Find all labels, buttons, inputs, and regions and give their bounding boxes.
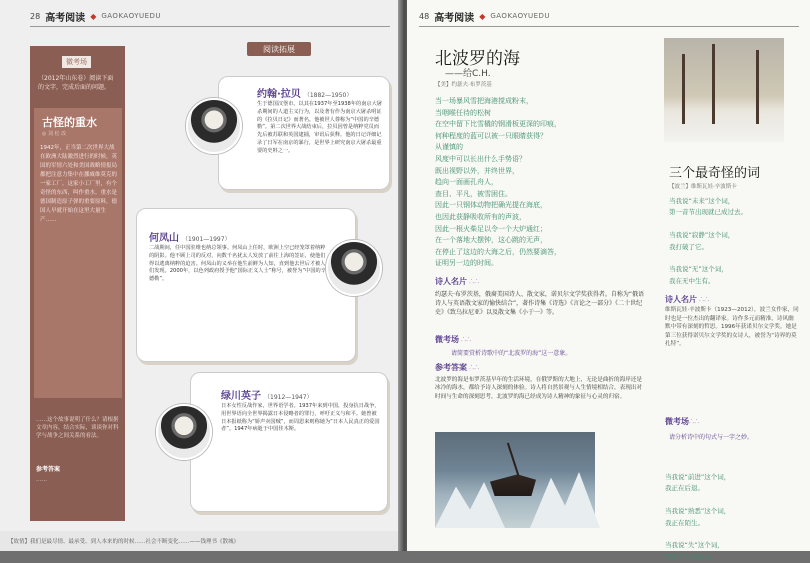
left-brand: 高考阅读 — [45, 12, 86, 24]
second-poet-bio: 维斯瓦娃·辛波斯卡（1923—2012），波兰女作家，同时也是一位杰出的翻译家。诗作多元而精准，诗风幽默中带有深刻的哲思。1996年获诺贝尔文学奖。她是第三位获得诺贝尔文学奖的女诗人，被誉为“诗界的莫扎特”。 — [665, 307, 799, 348]
poem-lines — [435, 96, 645, 270]
pin-icon: ◆ — [479, 11, 486, 21]
section-tag: 阅读拓展 — [247, 42, 311, 56]
poem-subtitle: ——给C.H. — [445, 69, 491, 79]
answer-head: 参考答案 ∴∴ — [435, 363, 480, 372]
left-page-number: 28 — [30, 11, 41, 21]
portrait-he — [326, 240, 382, 296]
sidebar-answer — [36, 466, 120, 484]
left-header — [30, 8, 161, 24]
poem-line: 趋向一面画孔舟人， — [435, 178, 498, 187]
ship-in-ice-painting — [435, 432, 595, 528]
card-rabe-text: 生于德国汉堡市。以其在1937年至1938年的南京大屠杀期间的人道主义行为，以及著有作为南京大屠杀明证的《拉贝日记》而著名。他被世人尊称为“中国的辛德勒”。第二次世界大战结束后，拉贝因曾是纳粹党员而先后被苏联和英国逮捕，审讯后获释。他的日记详细记录了日军在南京的暴行，是世界上研究南京大屠杀最重要的史料之一。 — [257, 101, 382, 154]
tree-shape — [756, 50, 759, 124]
card-he-text: 二战期间，任中国驻维也纳总领事。何凤山上任时，欧洲上空已经笼罩着纳粹的阴影。他不顾上司的反对，向数千名犹太人发放了前往上海的签证，使他们得以逃离纳粹的迫害。何凤山的义举在他生前鲜为人知，直到他去世后才被人们发现。2000年，以色列政府授予他“国际正义人士”称号，被誉为“中国的辛德勒”。 — [149, 245, 326, 283]
card-rabe — [218, 76, 390, 190]
winter-trees-painting — [664, 38, 784, 142]
card-midorikawa — [190, 372, 388, 512]
second-poem-title: 三个最奇怪的词 — [669, 166, 761, 181]
sidebar-article — [34, 108, 122, 398]
reading-line: 我正在后退。 — [665, 484, 704, 493]
sidebar-question: ……这个故事说明了什么？请根据文章内容，结合实际，谈谈你对科学与战争之间关系的看法。 — [36, 417, 119, 439]
right-page-number: 48 — [419, 11, 430, 21]
sidebar-answer-label: 参考答案 — [36, 466, 61, 473]
reading-line: 我正在陌生。 — [665, 518, 704, 527]
reading-line: 我正在失而复得。 — [665, 552, 717, 561]
second-exam-question: 请分析诗中的句式与一字之妙。 — [669, 434, 754, 441]
reading-line: 当我说“失”这个词， — [665, 541, 724, 550]
second-poem-line: 当我说“无”这个词， — [669, 265, 728, 274]
answer-text: 北波罗的海是布罗茨基早年的生活环境，在俄罗斯的大地上，无论是曲折的海岸还是冰冷的海水，都给予诗人深刻的体验。诗人将自然景观与人生情境相结合，表现出对时间与生命的深刻思考，北波罗的海已经成为诗人精神的象征与心灵的归宿。 — [435, 377, 642, 400]
tree-shape — [682, 54, 685, 124]
card-he-name: 何凤山 （1901—1997） — [149, 233, 231, 244]
portrait-midorikawa — [156, 404, 212, 460]
poem-title: 北波罗的海 — [435, 49, 520, 69]
poem-line: 何种程度的蓝可以被一只眼睛获得？ — [435, 131, 547, 140]
poem-line: 证明另一边的时间。 — [435, 259, 498, 268]
card-he — [136, 208, 356, 362]
second-poem-line: 当我说“寂静”这个词， — [669, 231, 735, 240]
left-roman: GAOKAOYUEDU — [101, 12, 162, 20]
sidebar-body: 1942年，正当第二次世界大战在欧洲大陆激烈进行的时候，英国的军情六处和美国战略情报局都把注意力集中在挪威维莫克的一家工厂。这家小工厂里，有个奇怪的东西，叫作重水。重水是德国制造原子弹的重要原料，德国人早就开始在这里大量生产…… — [40, 145, 118, 223]
second-exam-head: 微考场∴∴ — [665, 417, 700, 426]
sidebar-tag: 微考场 — [62, 56, 91, 68]
poem-line: 风度中可以长出什么手势语？ — [435, 154, 526, 163]
ice-shape — [530, 472, 600, 528]
second-poet-head: 诗人名片 ∴∴ — [665, 295, 710, 304]
second-poem-line: 第一音节出现就已成过去。 — [669, 208, 747, 217]
card-rabe-name: 约翰·拉贝 （1882—1950） — [257, 89, 353, 100]
second-poem-line — [669, 219, 789, 230]
poem-line: 在停止了这边的大海之后，仍然要滴答， — [435, 247, 561, 256]
reading-lines — [665, 472, 785, 563]
reading-line — [665, 529, 785, 540]
sidebar — [30, 46, 125, 521]
left-page — [0, 0, 402, 551]
poet-card-text: 约瑟夫·布罗茨基，俄裔美国诗人、散文家，诺贝尔文学奖获得者。自称为“俄语诗人与英语散文家的愉快结合”，著作诗集《诗选》《言论之一部分》《二十世纪史》《致乌拉尼亚》以及散文集《小于一》等。 — [435, 291, 645, 316]
tree-shape — [712, 44, 715, 124]
poem-line: 在一个落地大摆钟，这心跳的无声， — [435, 236, 547, 245]
poem-line: 因此一只钢体动物把确光提在海底， — [435, 201, 547, 210]
exam-head: 微考场 ∴∴ — [435, 335, 472, 344]
second-poem-line: 我在无中生有。 — [669, 276, 715, 285]
sidebar-title: 古怪的重水 — [42, 116, 97, 129]
reading-line: 当我说“熟悉”这个词， — [665, 507, 731, 516]
right-roman: GAOKAOYUEDU — [490, 12, 551, 20]
right-brand: 高考阅读 — [434, 12, 475, 24]
sidebar-answer-text: …… — [36, 477, 47, 483]
second-poem-lines — [669, 196, 789, 287]
pin-icon: ◆ — [90, 11, 97, 21]
portrait-rabe — [186, 98, 242, 154]
poet-card-head: 诗人名片 ∴∴ — [435, 277, 480, 286]
reading-line — [665, 495, 785, 506]
poem-line: 从谨慎的 — [435, 143, 463, 152]
reading-line: 当我说“前进”这个词， — [665, 473, 731, 481]
poem-line: 查目、平凡，被雪困住。 — [435, 189, 512, 198]
second-poem-line: 我打破了它。 — [669, 242, 708, 251]
exam-question: 请简要赏析诗歌中的“北波罗的海”这一意象。 — [451, 350, 572, 357]
left-footer: 【故情】我们是最尽情、最承受、到人本来的的时候……社会不断变化……——钱理书《散城》 — [0, 531, 410, 551]
second-poem-line — [669, 253, 789, 264]
card-midorikawa-name: 绿川英子 （1912—1947） — [221, 391, 313, 402]
poem-line: 在空中留下比雪橇的钢滑板更深的印痕， — [435, 120, 561, 129]
poem-line: 当咽喉任待的松树 — [435, 108, 491, 117]
sidebar-author: ◎ 刘 松 改 — [42, 131, 67, 137]
poem-author: 【美】约瑟夫·布罗茨基 — [435, 82, 492, 88]
right-page — [407, 0, 810, 561]
poem-line: 也因此获静吸收所有的声波， — [435, 212, 526, 221]
right-header-rule — [419, 26, 799, 27]
card-midorikawa-text: 日本女性反战作家，世界语学者。1937年来到中国，投身抗日战争，用世界语向全世界揭露日本侵略者的罪行，呼吁正义与和平。她曾被日本报纸称为“娇声卖国贼”，而周恩来则称她为“日本人民真正的爱国者”。1947年病逝于中国佳木斯。 — [221, 403, 380, 433]
right-header — [419, 8, 550, 24]
left-header-rule — [30, 26, 390, 27]
second-poem-author: 【波兰】维斯瓦娃·辛波斯卡 — [669, 184, 737, 190]
poem-line: 当一场暴风雪把海港搅成粉末， — [435, 97, 533, 105]
second-poem-line: 当我说“未来”这个词， — [669, 197, 735, 205]
sidebar-prompt: （2012年山东卷）阅读下面的文字，完成后面的问题。 — [38, 75, 114, 91]
ship-hull — [490, 460, 536, 496]
poem-line: 因此一根火柴足以令一个大炉通红； — [435, 224, 547, 233]
poem-line: 既出视野以外，并终世界， — [435, 166, 519, 175]
